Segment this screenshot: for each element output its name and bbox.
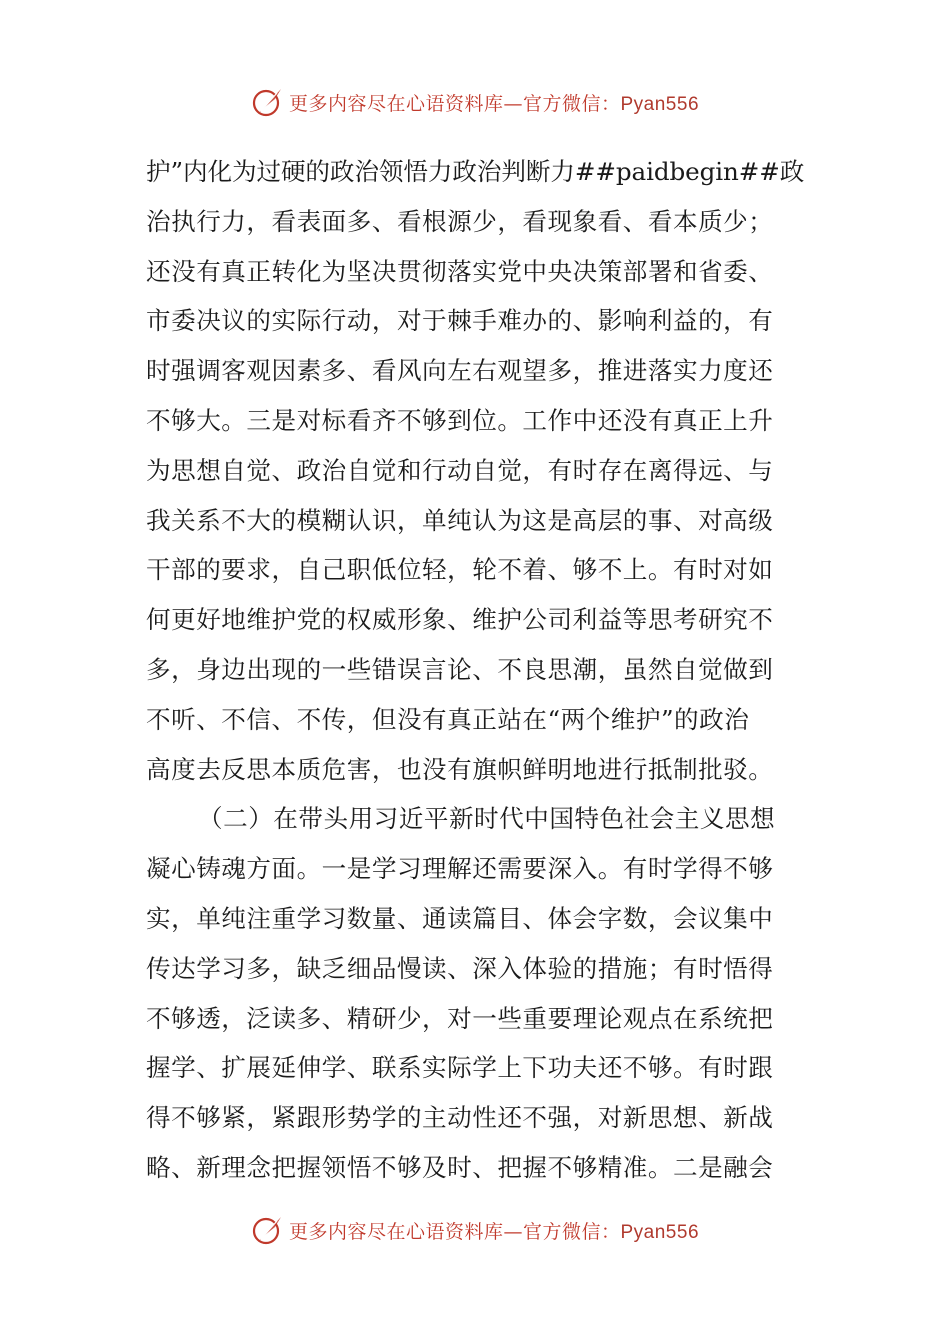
header-handle: Pyan556 [620, 93, 700, 115]
footer-watermark-text [289, 1217, 699, 1244]
body-line: 高度去反思本质危害，也没有旗帜鲜明地进行抵制批驳。 [146, 754, 774, 784]
body-line: 市委决议的实际行动，对于棘手难办的、影响利益的，有 [146, 306, 774, 336]
body-line: 护”内化为过硬的政治领悟力政治判断力##paidbegin##政 [146, 157, 805, 186]
body-line: 不够大。三是对标看齐不够到位。工作中还没有真正上升 [146, 405, 774, 435]
body-line: 何更好地维护党的权威形象、维护公司利益等思考研究不 [146, 605, 774, 635]
footer-brand: 更多内容尽在心语资料库—官方微信： [288, 1220, 621, 1243]
header-watermark [0, 82, 950, 122]
document-body [146, 147, 810, 1193]
body-line: 时强调客观因素多、看风向左右观望多，推进落实力度还 [146, 356, 774, 386]
body-line: 多，身边出现的一些错误言论、不良思潮，虽然自觉做到 [146, 654, 774, 684]
body-line: 还没有真正转化为坚决贯彻落实党中央决策部署和省委、 [146, 256, 774, 286]
header-brand: 更多内容尽在心语资料库—官方微信： [288, 92, 621, 115]
body-line: 得不够紧，紧跟形势学的主动性还不强，对新思想、新战 [146, 1103, 774, 1133]
footer-handle: Pyan556 [620, 1221, 700, 1243]
section-heading-line: （二）在带头用习近平新时代中国特色社会主义思想 [198, 804, 776, 834]
body-line: 治执行力，看表面多、看根源少，看现象看、看本质少； [146, 206, 774, 236]
body-line: 不够透，泛读多、精研少，对一些重要理论观点在系统把 [146, 1003, 774, 1033]
quill-logo-icon [251, 1213, 285, 1247]
body-line: 干部的要求，自己职低位轻，轮不着、够不上。有时对如 [146, 555, 774, 585]
body-line: 凝心铸魂方面。一是学习理解还需要深入。有时学得不够 [146, 854, 774, 884]
body-line: 我关系不大的模糊认识，单纯认为这是高层的事、对高级 [146, 505, 774, 535]
body-line: 传达学习多，缺乏细品慢读、深入体验的措施；有时悟得 [146, 953, 774, 983]
body-line: 实，单纯注重学习数量、通读篇目、体会字数，会议集中 [146, 903, 774, 933]
body-line: 为思想自觉、政治自觉和行动自觉，有时存在离得远、与 [146, 455, 774, 485]
header-watermark-text [289, 89, 699, 116]
body-line: 握学、扩展延伸学、联系实际学上下功夫还不够。有时跟 [146, 1053, 774, 1083]
body-line: 略、新理念把握领悟不够及时、把握不够精准。二是融会 [146, 1152, 774, 1182]
body-line: 不听、不信、不传，但没有真正站在“两个维护”的政治 [146, 704, 750, 734]
quill-logo-icon [251, 85, 285, 119]
footer-watermark [0, 1210, 950, 1250]
